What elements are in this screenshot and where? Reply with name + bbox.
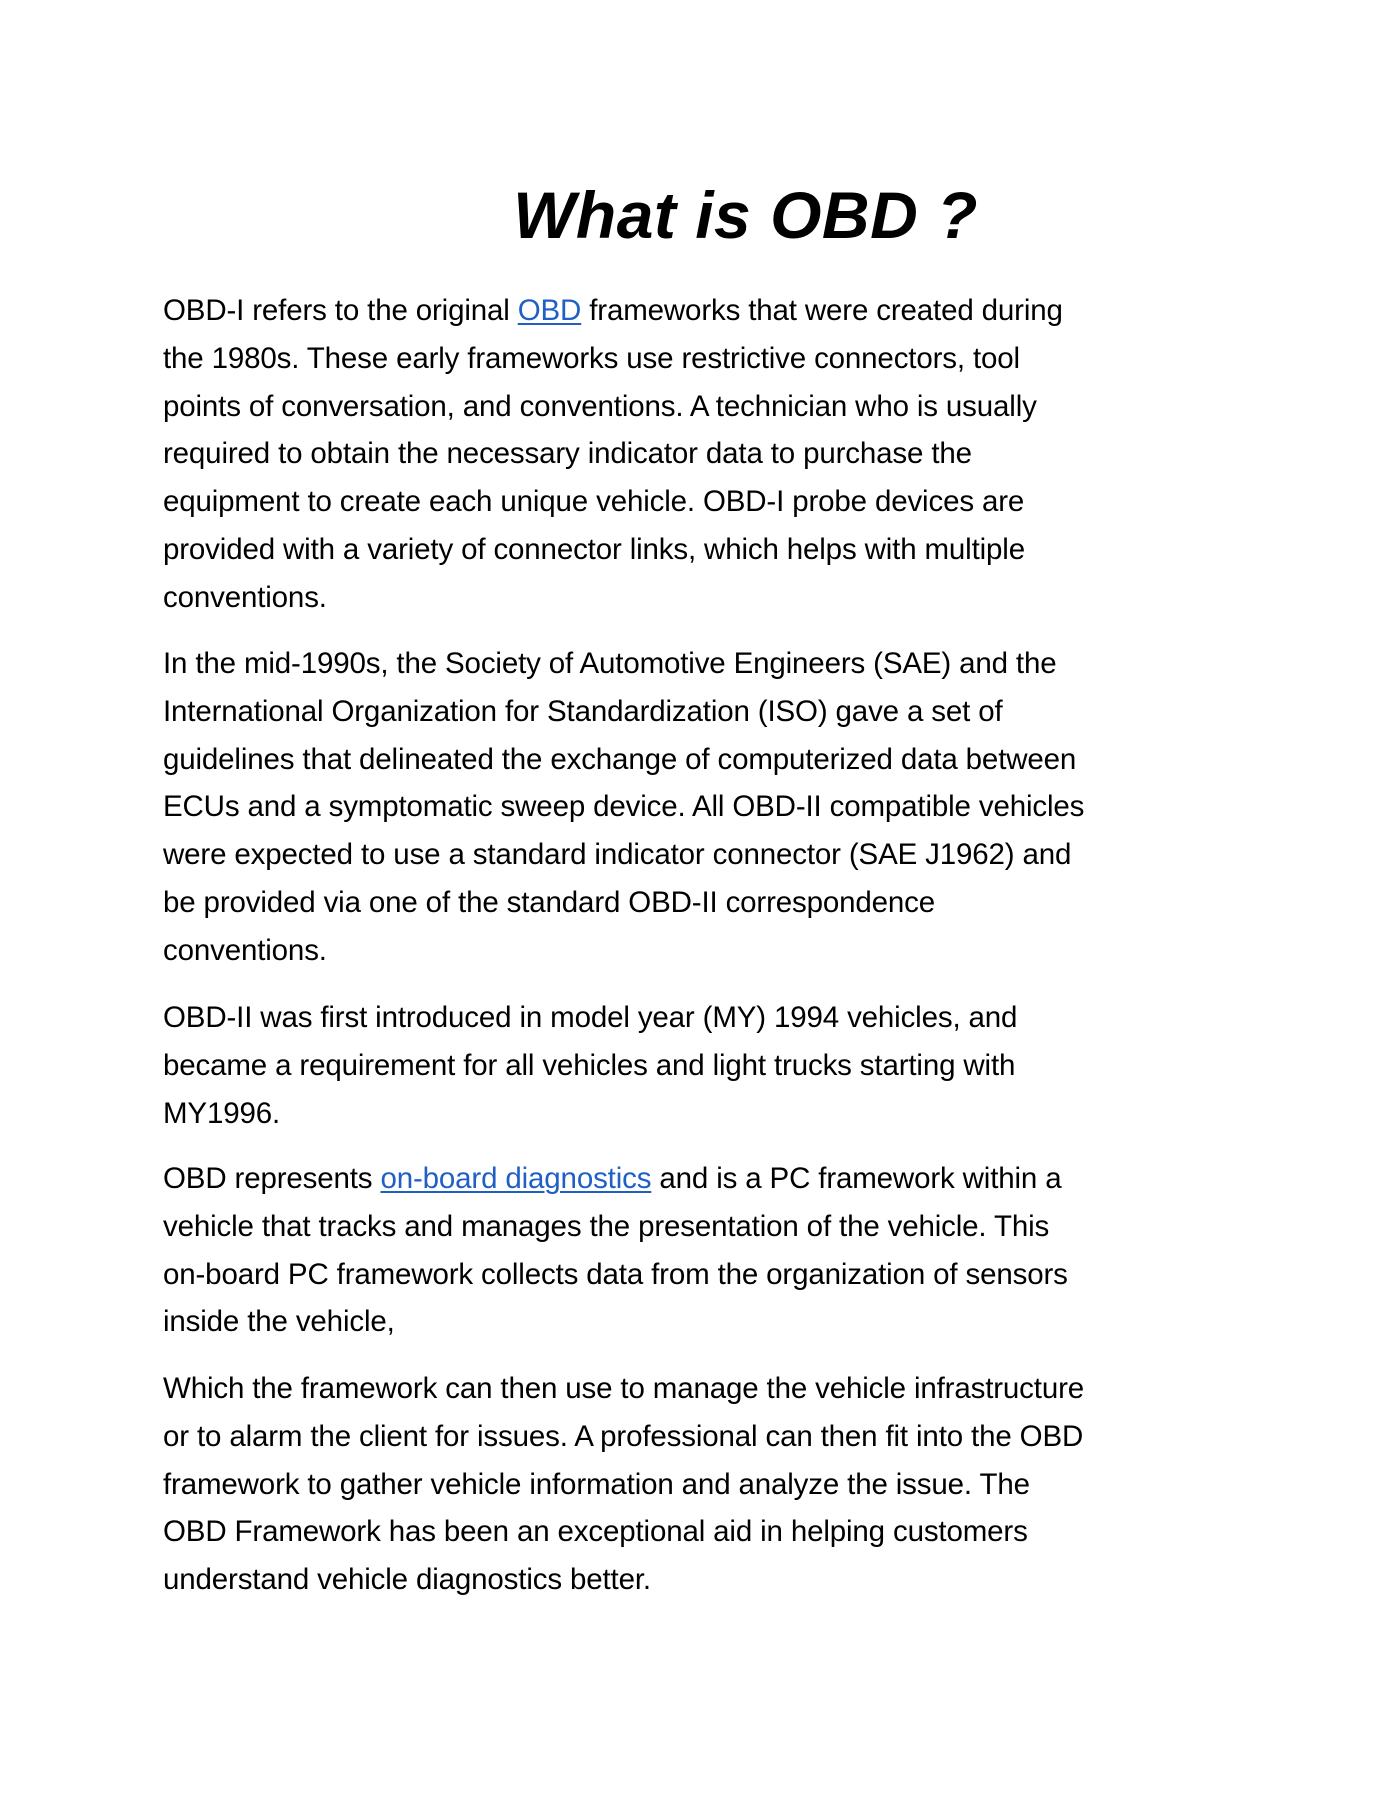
text-line: OBD represents on-board diagnostics and is a PC framework within a <box>163 1162 1062 1195</box>
paragraph-obd-usage <box>163 1365 1283 1604</box>
text-line: ECUs and a symptomatic sweep device. All OBD-II compatible vehicles <box>163 790 1085 824</box>
text-line: conventions. <box>163 933 327 967</box>
text-line: equipment to create each unique vehicle. OBD-I probe devices are <box>163 485 1025 519</box>
text-line: vehicle that tracks and manages the presentation of the vehicle. This <box>163 1209 1050 1243</box>
text-line: guidelines that delineated the exchange of computerized data between <box>163 742 1077 776</box>
page-title: What is OBD ? <box>513 178 978 252</box>
text-line: be provided via one of the standard OBD-II correspondence <box>163 885 936 919</box>
text-line: In the mid-1990s, the Society of Automotive Engineers (SAE) and the <box>163 647 1057 680</box>
paragraph-obd-i <box>163 287 1283 622</box>
text-line: became a requirement for all vehicles and light trucks starting with <box>163 1048 1016 1082</box>
text-line: points of conversation, and conventions. A technician who is usually <box>163 389 1037 423</box>
on-board-diagnostics-link[interactable]: on-board diagnostics <box>380 1162 652 1195</box>
text-line: were expected to use a standard indicator connector (SAE J1962) and <box>163 838 1072 872</box>
text-line: Which the framework can then use to manage the vehicle infrastructure <box>163 1372 1085 1405</box>
text-line: provided with a variety of connector links, which helps with multiple <box>163 532 1025 566</box>
text-line: on-board PC framework collects data from the organization of sensors <box>163 1257 1068 1291</box>
paragraph-obd-ii-standards <box>163 640 1283 975</box>
paragraph-obd-ii-introduction <box>163 994 1283 1137</box>
text-line: framework to gather vehicle information and analyze the issue. The <box>163 1467 1030 1501</box>
text-line: the 1980s. These early frameworks use restrictive connectors, tool <box>163 341 1020 375</box>
text-line: MY1996. <box>163 1096 281 1130</box>
text-line: OBD Framework has been an exceptional aid in helping customers <box>163 1515 1028 1549</box>
text-line: conventions. <box>163 580 327 614</box>
text-line: or to alarm the client for issues. A professional can then fit into the OBD <box>163 1419 1084 1453</box>
text-line: OBD-I refers to the original OBD frameworks that were created during <box>163 294 1063 327</box>
obd-link[interactable]: OBD <box>517 294 582 327</box>
text-line: required to obtain the necessary indicator data to purchase the <box>163 437 972 471</box>
paragraph-obd-definition <box>163 1155 1283 1346</box>
text-line: International Organization for Standardization (ISO) gave a set of <box>163 694 1003 728</box>
text-line: understand vehicle diagnostics better. <box>163 1563 651 1597</box>
text-line: inside the vehicle, <box>163 1305 395 1339</box>
text-line: OBD-II was first introduced in model year (MY) 1994 vehicles, and <box>163 1001 1018 1034</box>
